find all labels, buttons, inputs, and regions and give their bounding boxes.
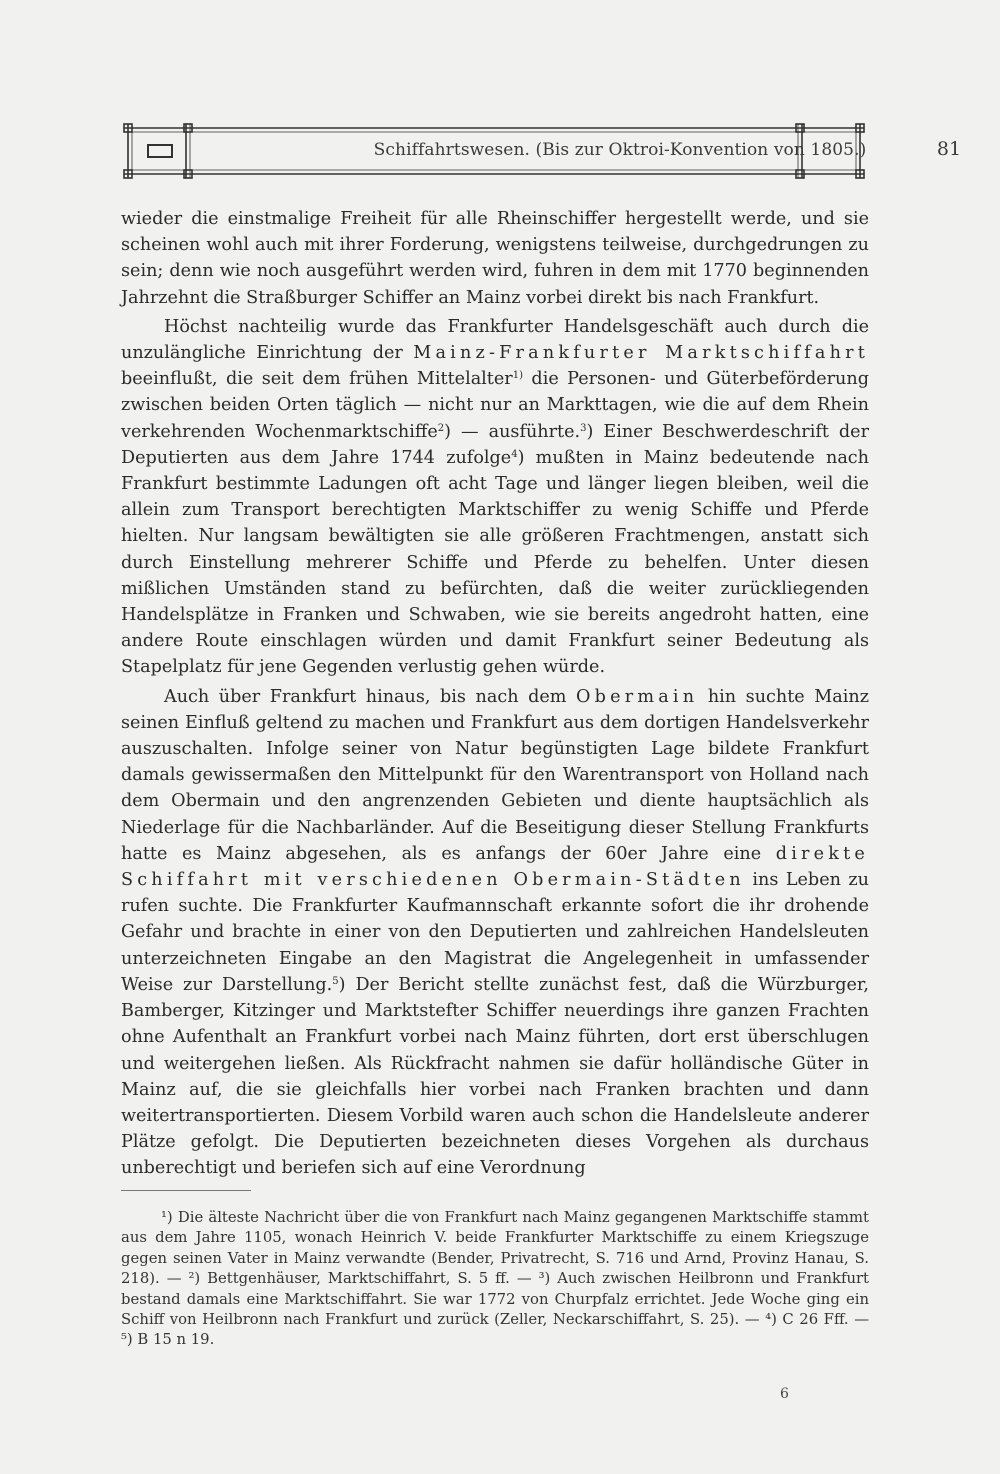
- text-run: ) mußten in Mainz bedeutende nach Frankfurt bestimmte Ladungen oft acht Tage und länger liegen bleiben, weil die allein zum Transport berechtigten Marktschiffer zu wenig Schiffe und Pferde hielten. Nur langsam bewältigten sie alle größeren Frachtmengen, anstatt sich durch Einstellung mehrerer Schiffe und Pferde zu behelfen. Unter diesen mißlichen Umständen stand zu befürchten, daß die weiter zurückliegenden Handelsplätze in Franken und Schwaben, wie sie bereits angedroht hatten, eine andere Route einschlagen würden und damit Frankfurt seiner Bedeutung als Stapelplatz für jene Gegenden verlustig gehen würde.: [121, 447, 869, 678]
- footnote-ref-4: 4: [511, 448, 518, 460]
- header-title: Schiffahrtswesen. (Bis zur Oktroi-Konvention von 1805.): [373, 140, 867, 160]
- footnote-ref-3: 3: [580, 422, 587, 434]
- text-run: ) Einer Beschwerdeschrift der Deputierten aus dem Jahre 1744 zufolge: [121, 421, 869, 468]
- text-run: Auch über Frankfurt hinaus, bis nach dem: [164, 686, 577, 707]
- running-header: [120, 120, 962, 182]
- footnote-ref-number: 1: [512, 370, 520, 382]
- paragraph-3: [121, 684, 869, 1182]
- text-run: hin suchte Mainz seinen Einfluß geltend zu machen und Frankfurt aus dem dortigen Handelsverkehr auszuschalten. Infolge seiner von Natur begünstigten Lage bildete Frankfurt damals gewissermaßen den Mittelpunkt für den Warentransport von Holland nach dem Obermain und den angrenzenden Gebieten und diente hauptsächlich als Niederlage für die Nachbarländer. Auf die Beseitigung dieser Stellung Frankfurts hatte es Mainz abgesehen, als es anfangs der 60er Jahre eine: [121, 686, 869, 864]
- text-run: die Personen- und Güterbeförderung zwischen beiden Orten täglich — nicht nur an Markttagen, wie die auf dem Rhein verkehrenden Wochenmarktschiffe: [121, 369, 869, 442]
- text-run: ) Der Bericht stellte zunächst fest, daß die Würzburger, Bamberger, Kitzinger und Marktstefter Schiffer neuerdings ihre ganzen Frachten ohne Aufenthalt an Frankfurt vorbei nach Mainz führten, dort erst überschlugen und weitergehen ließen. Als Rückfracht nahmen sie dafür holländische Güter in Mainz auf, die sie gleichfalls hier vorbei nach Franken brachten und dann weitertransportierten. Diesem Vorbild waren auch schon die Handelsleute anderer Plätze gefolgt. Die Deputierten bezeichneten dieses Vorgehen als durchaus unberechtigt und beriefen sich auf eine Verordnung: [121, 974, 869, 1179]
- spaced-emphasis: Mainz-Frankfurter Marktschiffahrt: [413, 343, 869, 364]
- spaced-emphasis: Obermain: [576, 686, 699, 707]
- paragraph-1: wieder die einstmalige Freiheit für alle Rheinschiffer hergestellt werde, und sie scheinen wohl auch mit ihrer Forderung, wenigstens teilweise, durchgedrungen zu sein; denn wie noch ausgeführt werden wird, fuhren in dem mit 1770 beginnenden Jahrzehnt die Straßburger Schiffer an Mainz vorbei direkt bis nach Frankfurt.: [121, 209, 869, 308]
- footnote-ref-2: 2: [437, 422, 445, 434]
- text-run: Höchst nachteilig wurde das Frankfurter Handelsgeschäft auch durch die unzulängliche Einrichtung der: [121, 316, 869, 364]
- spaced-emphasis: direkte Schiffahrt mit verschiedenen Obermain-Städten: [121, 843, 869, 891]
- footnote-divider: [121, 1190, 251, 1191]
- footnote-text: ¹) Die älteste Nachricht über die von Frankfurt nach Mainz gegangenen Marktschiffe stammt aus dem Jahre 1105, wonach Heinrich V. beide Frankfurter Marktschiffe zu einem Kriegszuge gegen seinen Vater in Mainz verwandte (Bender, Privatrecht, S. 716 und Arnd, Provinz Hanau, S. 218). — ²) Bettgenhäuser, Marktschiffahrt, S. 5 ff. — ³) Auch zwischen Heilbronn und Frankfurt bestand damals eine Marktschiffahrt. Sie war 1772 von Churpfalz errichtet. Jede Woche ging ein Schiff von Heilbronn nach Frankfurt und zurück (Zeller, Neckarschiffahrt, S. 25). — ⁴) C 26 Fff. — ⁵) B 15 n 19.: [121, 1209, 869, 1349]
- text-run: beeinflußt, die seit dem frühen Mittelalter: [121, 369, 513, 390]
- sheet-signature: 6: [780, 1386, 789, 1402]
- text-run: ins Leben zu rufen suchte. Die Frankfurter Kaufmannschaft erkannte sofort die ihr drohende Gefahr und brachte in einer von den Deputierten und zahlreichen Handelsleuten unterzeichneten Eingabe an den Magistrat die Angelegenheit in umfassender Weise zur Darstellung.: [121, 870, 869, 995]
- footnotes: [121, 1208, 869, 1351]
- main-text: [121, 206, 869, 1182]
- footnote-ref-5: 5: [332, 975, 339, 987]
- text-run: ) — ausführte.: [444, 421, 581, 442]
- page-number: 81: [936, 138, 962, 160]
- footnote-ref-1: 1): [512, 370, 523, 382]
- paragraph-2: [121, 314, 869, 681]
